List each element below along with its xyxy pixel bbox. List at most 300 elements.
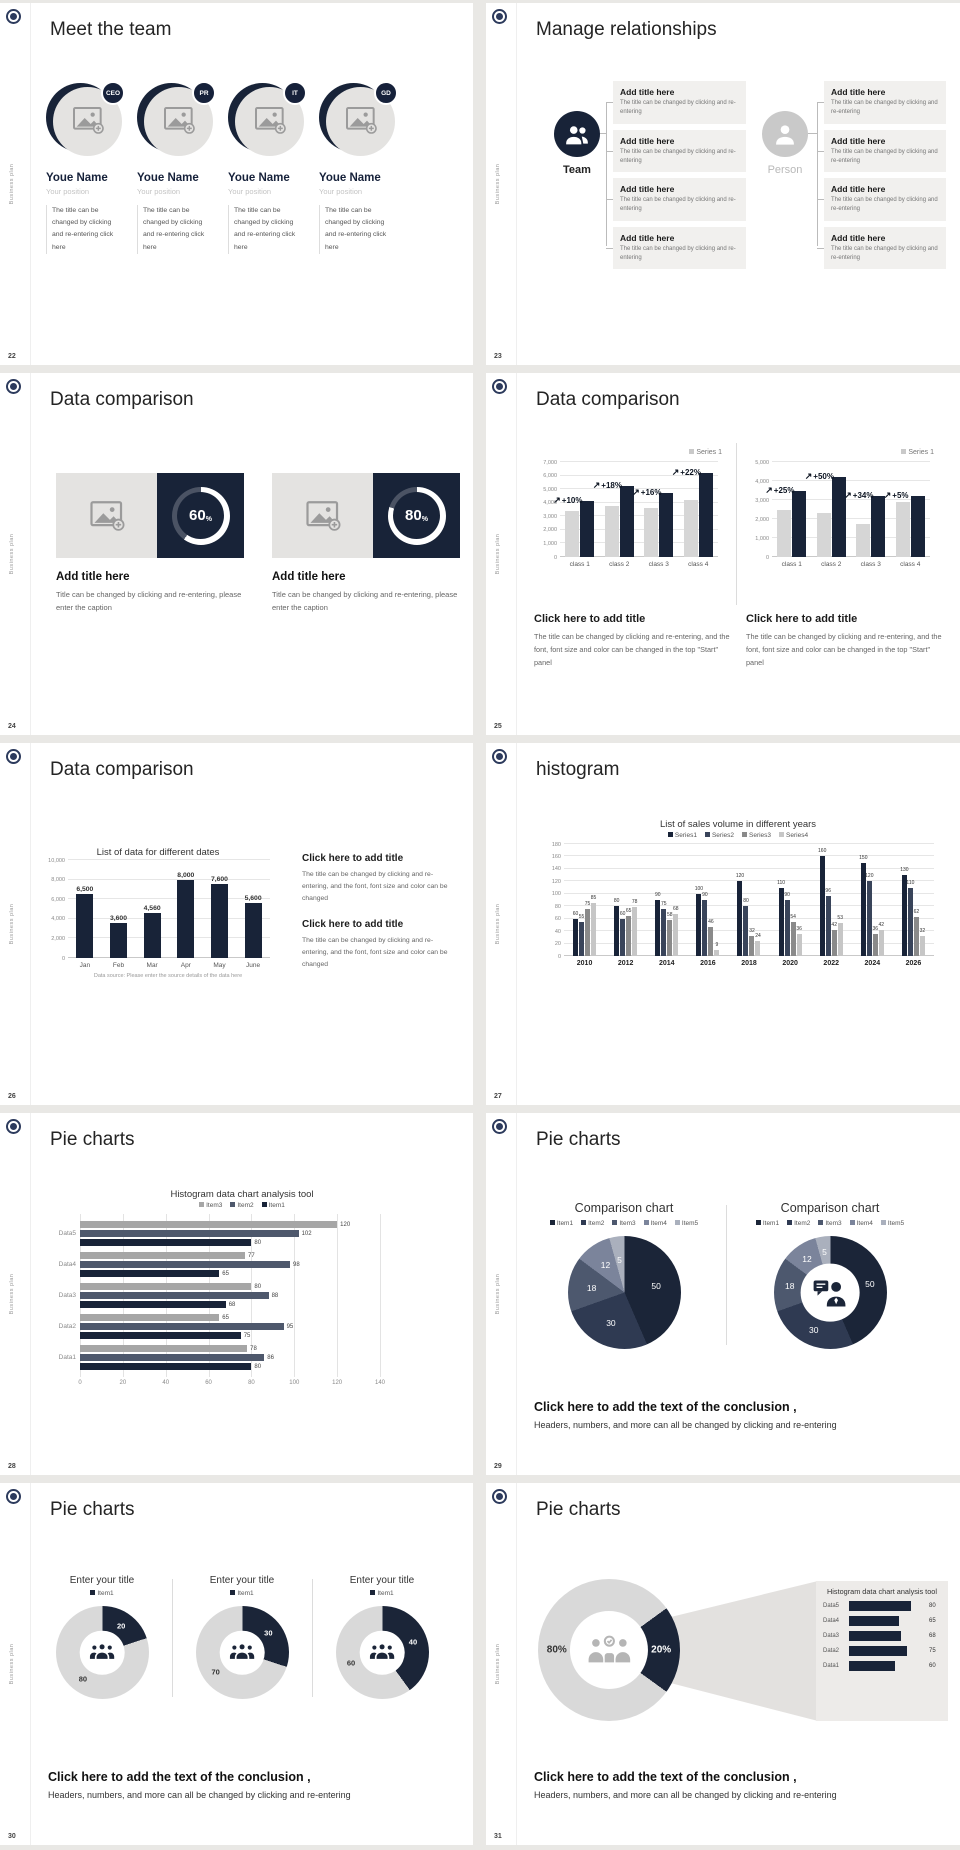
donut-hole bbox=[80, 1630, 125, 1675]
slice-label: 60 bbox=[346, 1658, 356, 1668]
slice-label: 80% bbox=[546, 1644, 567, 1656]
info-box-title: Add title here bbox=[831, 184, 886, 195]
logo-icon bbox=[492, 379, 507, 394]
slide-sidebar bbox=[0, 3, 31, 365]
page-number: 27 bbox=[494, 1093, 502, 1100]
member-position: Your position bbox=[46, 187, 90, 196]
pie-chart bbox=[568, 1236, 681, 1349]
bar bbox=[849, 1646, 907, 1656]
trend-arrow-icon: ↗ bbox=[671, 466, 680, 477]
chart-title: Histogram data chart analysis tool bbox=[170, 1189, 314, 1200]
info-box-text: The title can be changed by clicking and re-entering bbox=[620, 100, 736, 116]
member-name: Youe Name bbox=[228, 172, 290, 184]
chart-title: Comparison chart bbox=[780, 1201, 880, 1215]
role-badge: IT bbox=[283, 81, 307, 105]
pie-chart bbox=[336, 1606, 429, 1699]
donut-chart-comparison bbox=[734, 1201, 926, 1349]
bar: 46 bbox=[708, 927, 713, 956]
logo-icon bbox=[6, 379, 21, 394]
bar bbox=[80, 1283, 251, 1291]
bar bbox=[817, 513, 831, 557]
bar: 60 bbox=[573, 919, 578, 956]
sidebar-vertical-label: Business plan bbox=[9, 533, 15, 575]
sidebar-vertical-label: Business plan bbox=[495, 533, 501, 575]
legend-item: Item5 bbox=[881, 1220, 904, 1227]
slice-label: 20% bbox=[651, 1644, 672, 1656]
bar: 53 bbox=[838, 923, 843, 956]
pie-chart bbox=[196, 1606, 289, 1699]
bar: 90 bbox=[785, 900, 790, 956]
slide-29-pie-charts[interactable] bbox=[486, 1113, 960, 1475]
pie-chart bbox=[56, 1606, 149, 1699]
bar: 36 bbox=[797, 934, 802, 956]
chart-title: Histogram data chart analysis tool bbox=[827, 1587, 937, 1596]
bar bbox=[644, 508, 658, 557]
slide-sidebar bbox=[0, 1113, 31, 1475]
bar: 55 bbox=[579, 922, 584, 956]
bar: 60 bbox=[620, 919, 625, 956]
info-box-title: Add title here bbox=[831, 232, 886, 243]
bar bbox=[80, 1301, 226, 1309]
text-block bbox=[302, 853, 457, 906]
bar: 85 bbox=[591, 903, 596, 956]
bar: 110 bbox=[908, 888, 913, 956]
conclusion-title: Click here to add the text of the conclusion , bbox=[534, 1770, 797, 1784]
chart-title: List of data for different dates bbox=[96, 847, 220, 858]
progress-ring bbox=[172, 487, 230, 545]
slide-27-histogram[interactable] bbox=[486, 743, 960, 1105]
text-block-title: Click here to add title bbox=[302, 853, 404, 864]
info-box-title: Add title here bbox=[831, 135, 886, 146]
text-block-body: The title can be changed by clicking and re-entering, and the font, font size and color can be changed in the top "Start" panel bbox=[534, 632, 730, 668]
slide-31-donut-with-panel[interactable] bbox=[486, 1483, 960, 1845]
bar: 36 bbox=[873, 934, 878, 956]
legend-item: Item2 bbox=[581, 1220, 604, 1227]
pie-chart bbox=[774, 1236, 887, 1349]
bar: 58 bbox=[667, 920, 672, 956]
text-block-title: Click here to add title bbox=[302, 919, 404, 930]
growth-annotation: ↗ +18% bbox=[592, 479, 622, 490]
donut-chart-80-20 bbox=[534, 1575, 684, 1721]
member-name: Youe Name bbox=[137, 172, 199, 184]
donut-hole bbox=[801, 1263, 860, 1322]
slide-sidebar bbox=[486, 1113, 517, 1475]
slide-sidebar bbox=[486, 1483, 517, 1845]
conclusion-text: Headers, numbers, and more can all be changed by clicking and re-entering bbox=[48, 1790, 351, 1800]
slide-title: Meet the team bbox=[50, 19, 172, 40]
bar: 110 bbox=[779, 888, 784, 956]
legend-item: Item1 bbox=[230, 1590, 253, 1597]
bar bbox=[911, 496, 925, 557]
text-block bbox=[746, 613, 944, 669]
bar: 54 bbox=[791, 922, 796, 956]
slide-25-data-comparison-charts[interactable] bbox=[486, 373, 960, 735]
bar: 8,000 bbox=[177, 880, 194, 958]
conclusion-block bbox=[48, 1770, 457, 1800]
legend-item: Item1 bbox=[370, 1590, 393, 1597]
image-placeholder-icon bbox=[345, 106, 377, 134]
bar bbox=[80, 1292, 269, 1300]
bar bbox=[699, 473, 713, 557]
page-number: 30 bbox=[8, 1833, 16, 1840]
bar: 42 bbox=[832, 930, 837, 956]
page-number: 24 bbox=[8, 723, 16, 730]
pie-chart-comparison bbox=[528, 1201, 720, 1349]
trend-arrow-icon: ↗ bbox=[592, 479, 601, 490]
connector-line bbox=[606, 102, 607, 246]
percent-sign: % bbox=[421, 515, 428, 523]
sidebar-vertical-label: Business plan bbox=[495, 163, 501, 205]
chart-legend bbox=[90, 1590, 113, 1597]
divider-line bbox=[726, 1205, 727, 1345]
bar: 80 bbox=[743, 906, 748, 956]
legend-item: Item3 bbox=[818, 1220, 841, 1227]
progress-value: 80 bbox=[405, 507, 422, 524]
member-position: Your position bbox=[319, 187, 363, 196]
chart-title: List of sales volume in different years bbox=[659, 819, 817, 830]
growth-annotation: ↗ +5% bbox=[883, 490, 909, 501]
bar: 100 bbox=[696, 894, 701, 956]
info-box bbox=[824, 130, 946, 173]
bar bbox=[849, 1601, 911, 1611]
slide-title: Manage relationships bbox=[536, 19, 717, 40]
person-label: Person bbox=[767, 164, 803, 176]
slice-label: 5 bbox=[822, 1247, 827, 1258]
pie-chart bbox=[538, 1579, 680, 1721]
bar: 78 bbox=[632, 907, 637, 956]
slice-label: 18 bbox=[785, 1281, 795, 1292]
conclusion-block bbox=[534, 1400, 944, 1430]
image-placeholder-icon bbox=[163, 106, 195, 134]
slice-label: 12 bbox=[600, 1260, 611, 1271]
percent-sign: % bbox=[205, 515, 212, 523]
bar: 120 bbox=[867, 881, 872, 956]
sidebar-vertical-label: Business plan bbox=[9, 1643, 15, 1685]
bar: 9 bbox=[714, 950, 719, 956]
logo-icon bbox=[6, 1119, 21, 1134]
slice-label: 80 bbox=[78, 1674, 88, 1684]
logo-icon bbox=[6, 1489, 21, 1504]
progress-card bbox=[272, 473, 460, 558]
bar bbox=[80, 1314, 219, 1322]
card-title: Add title here bbox=[272, 571, 346, 583]
info-box bbox=[824, 81, 946, 124]
growth-annotation: ↗ +34% bbox=[844, 490, 874, 501]
slide-sidebar bbox=[0, 373, 31, 735]
sidebar-vertical-label: Business plan bbox=[495, 1273, 501, 1315]
slice-label: 12 bbox=[802, 1253, 812, 1264]
bar: 130 bbox=[902, 875, 907, 956]
legend-item: Item4 bbox=[644, 1220, 667, 1227]
conclusion-text: Headers, numbers, and more can all be changed by clicking and re-entering bbox=[534, 1420, 837, 1430]
bar: 4,560 bbox=[144, 913, 161, 958]
page-number: 25 bbox=[494, 723, 502, 730]
page-number: 31 bbox=[494, 1833, 502, 1840]
member-blurb: The title can be changed by clicking and re-entering click here bbox=[228, 205, 302, 254]
text-block-body: The title can be changed by clicking and re-entering, and the font, font size and color can be changed in the top "Start" panel bbox=[746, 632, 942, 668]
chart-legend bbox=[534, 449, 722, 456]
avatar bbox=[319, 83, 399, 159]
slide-title: Pie charts bbox=[50, 1499, 135, 1520]
text-block bbox=[302, 919, 457, 972]
info-box-title: Add title here bbox=[831, 87, 886, 97]
bar bbox=[80, 1221, 337, 1229]
bar: 6,500 bbox=[76, 894, 93, 958]
logo-icon bbox=[492, 749, 507, 764]
slide-26-data-comparison-chart[interactable] bbox=[0, 743, 473, 1105]
legend-item: Item1 bbox=[262, 1202, 285, 1209]
slide-sidebar bbox=[486, 743, 517, 1105]
slice-label: 50 bbox=[865, 1279, 875, 1290]
bar bbox=[659, 493, 673, 557]
role-badge: CEO bbox=[101, 81, 125, 105]
chart-legend bbox=[230, 1590, 253, 1597]
bar: 160 bbox=[820, 856, 825, 956]
text-block-body: The title can be changed by clicking and re-entering, and the font, font size and color can be changed bbox=[302, 937, 448, 969]
page-number: 26 bbox=[8, 1093, 16, 1100]
bar bbox=[80, 1345, 247, 1353]
bar: 80 bbox=[614, 906, 619, 956]
info-box bbox=[613, 227, 746, 270]
info-box-column bbox=[613, 81, 746, 275]
logo-icon bbox=[492, 1119, 507, 1134]
member-name: Youe Name bbox=[319, 172, 381, 184]
conclusion-title: Click here to add the text of the conclusion , bbox=[534, 1400, 797, 1414]
bar bbox=[80, 1363, 251, 1371]
progress-box bbox=[373, 473, 460, 558]
page-number: 29 bbox=[494, 1463, 502, 1470]
slide-22-meet-the-team[interactable] bbox=[0, 3, 473, 365]
info-box bbox=[613, 81, 746, 124]
bar bbox=[580, 501, 594, 557]
image-placeholder-icon bbox=[89, 500, 125, 531]
mini-bar-chart: Histogram data chart analysis tool Data5 80 Data4 65 Data3 68 Data2 75 Data1 60 bbox=[823, 1587, 941, 1671]
team-member-card bbox=[46, 83, 131, 254]
slide-title: Pie charts bbox=[536, 1129, 621, 1150]
sidebar-vertical-label: Business plan bbox=[495, 1643, 501, 1685]
image-placeholder-icon bbox=[254, 106, 286, 134]
slide-title: histogram bbox=[536, 759, 620, 780]
bar bbox=[832, 477, 846, 557]
legend-item: Item1 bbox=[550, 1220, 573, 1227]
member-blurb: The title can be changed by clicking and re-entering click here bbox=[137, 205, 211, 254]
legend-item: Series2 bbox=[705, 832, 734, 839]
slide-23-manage-relationships[interactable] bbox=[486, 3, 960, 365]
person-node bbox=[762, 111, 808, 176]
bar bbox=[565, 511, 579, 557]
progress-box bbox=[157, 473, 244, 558]
team-label: Team bbox=[563, 164, 591, 176]
bar: 3,600 bbox=[110, 923, 127, 958]
bar bbox=[684, 500, 698, 557]
member-position: Your position bbox=[137, 187, 181, 196]
chart-title: Enter your title bbox=[69, 1575, 135, 1586]
info-box-text: The title can be changed by clicking and re-entering bbox=[620, 197, 736, 213]
bar: 96 bbox=[826, 896, 831, 956]
bar bbox=[80, 1252, 245, 1260]
donut-hole bbox=[220, 1630, 265, 1675]
card-caption bbox=[56, 571, 244, 615]
growth-annotation: ↗ +16% bbox=[632, 486, 662, 497]
sidebar-vertical-label: Business plan bbox=[495, 903, 501, 945]
team-member-card bbox=[137, 83, 222, 254]
bar: 42 bbox=[879, 930, 884, 956]
growth-annotation: ↗ +22% bbox=[671, 466, 701, 477]
bar bbox=[80, 1323, 284, 1331]
info-box bbox=[824, 227, 946, 270]
slide-28-hbar-chart[interactable] bbox=[0, 1113, 473, 1475]
slide-title: Data comparison bbox=[50, 759, 194, 780]
legend-item: Item5 bbox=[675, 1220, 698, 1227]
bar bbox=[80, 1230, 299, 1238]
bar: 150 bbox=[861, 863, 866, 956]
info-box-text: The title can be changed by clicking and re-entering bbox=[831, 100, 938, 116]
slide-sidebar bbox=[0, 1483, 31, 1845]
image-placeholder-box bbox=[272, 473, 373, 558]
member-blurb: The title can be changed by clicking and re-entering click here bbox=[319, 205, 393, 254]
bar: 75 bbox=[585, 909, 590, 956]
logo-icon bbox=[492, 9, 507, 24]
text-block-title: Click here to add title bbox=[534, 613, 646, 625]
sidebar-vertical-label: Business plan bbox=[9, 163, 15, 205]
conclusion-text: Headers, numbers, and more can all be changed by clicking and re-entering bbox=[534, 1790, 837, 1800]
bar bbox=[849, 1616, 899, 1626]
conclusion-block bbox=[534, 1770, 944, 1800]
card-text: Title can be changed by clicking and re-entering, please enter the caption bbox=[56, 590, 242, 612]
team-icon bbox=[564, 121, 590, 147]
image-placeholder-icon bbox=[72, 106, 104, 134]
horizontal-bar-chart: Histogram data chart analysis tool Item3 Item2 Item1 Data5 120 102 80 Data4 77 98 65 Data3 80 88 68 Data2 65 95 75 Data1 78 86 80 0 20 40 60 80 100 120 140 bbox=[46, 1189, 438, 1390]
chart-footnote: Data source: Please enter the source details of the data here bbox=[93, 973, 243, 979]
bar-chart-right: Series 1 0 1,000 2,000 3,000 4,000 5,000 ↗ +25% ↗ +50% ↗ +34% ↗ +5% class 1 class 2 class 3 class 4 bbox=[746, 447, 934, 568]
bar: 90 bbox=[655, 900, 660, 956]
progress-value: 60 bbox=[189, 507, 206, 524]
text-block-title: Click here to add title bbox=[746, 613, 858, 625]
slice-label: 30 bbox=[264, 1628, 273, 1638]
bar bbox=[605, 506, 619, 557]
bar bbox=[896, 502, 910, 557]
legend-item: Item3 bbox=[199, 1202, 222, 1209]
role-badge: GD bbox=[374, 81, 398, 105]
bar: 62 bbox=[914, 917, 919, 956]
divider-line bbox=[736, 443, 737, 605]
slide-title: Data comparison bbox=[50, 389, 194, 410]
bar: 75 bbox=[661, 909, 666, 956]
info-box bbox=[824, 178, 946, 221]
legend-item: Item4 bbox=[850, 1220, 873, 1227]
info-box-text: The title can be changed by clicking and re-entering bbox=[831, 148, 938, 164]
slide-title: Data comparison bbox=[536, 389, 680, 410]
text-block-body: The title can be changed by clicking and re-entering, and the font, font size and color can be changed bbox=[302, 871, 448, 903]
bar bbox=[871, 496, 885, 557]
slide-sidebar bbox=[0, 743, 31, 1105]
legend-item: Item1 bbox=[756, 1220, 779, 1227]
card-caption bbox=[272, 571, 460, 615]
team-member-card bbox=[319, 83, 404, 254]
slide-30-donut-charts[interactable] bbox=[0, 1483, 473, 1845]
legend-item: Item2 bbox=[230, 1202, 253, 1209]
bar bbox=[80, 1354, 264, 1362]
bar bbox=[856, 524, 870, 557]
avatar bbox=[228, 83, 308, 159]
legend-item: Series 1 bbox=[689, 449, 722, 456]
bar bbox=[777, 510, 791, 558]
member-name: Youe Name bbox=[46, 172, 108, 184]
slide-24-data-comparison-cards[interactable] bbox=[0, 373, 473, 735]
connector-line bbox=[808, 133, 817, 134]
conclusion-title: Click here to add the text of the conclusion , bbox=[48, 1770, 311, 1784]
slice-label: 40 bbox=[408, 1637, 418, 1647]
slide-sidebar bbox=[486, 373, 517, 735]
chart-title: Enter your title bbox=[349, 1575, 415, 1586]
chart-legend bbox=[756, 1220, 904, 1227]
chart-title: Comparison chart bbox=[574, 1201, 674, 1215]
slice-label: 70 bbox=[211, 1667, 220, 1677]
progress-card bbox=[56, 473, 244, 558]
trend-arrow-icon: ↗ bbox=[765, 484, 773, 495]
bar bbox=[80, 1270, 219, 1278]
bar bbox=[80, 1332, 241, 1340]
page-number: 22 bbox=[8, 353, 16, 360]
chart-legend bbox=[46, 1202, 438, 1209]
chart-legend bbox=[538, 832, 938, 839]
donut-chart-20 bbox=[36, 1575, 168, 1699]
card-title: Add title here bbox=[56, 571, 130, 583]
legend-item: Series 1 bbox=[901, 449, 934, 456]
donut-chart-40 bbox=[316, 1575, 448, 1699]
page-number: 23 bbox=[494, 353, 502, 360]
info-box-title: Add title here bbox=[620, 184, 675, 195]
bar: 90 bbox=[702, 900, 707, 956]
trend-arrow-icon: ↗ bbox=[883, 490, 892, 501]
slice-label: 30 bbox=[809, 1324, 819, 1335]
trend-arrow-icon: ↗ bbox=[844, 490, 852, 501]
info-box-column bbox=[824, 81, 946, 275]
chart-legend bbox=[550, 1220, 698, 1227]
bar: 68 bbox=[673, 914, 678, 956]
image-placeholder-icon bbox=[305, 500, 341, 531]
page-number: 28 bbox=[8, 1463, 16, 1470]
bar: 65 bbox=[626, 916, 631, 956]
slide-title: Pie charts bbox=[536, 1499, 621, 1520]
logo-icon bbox=[6, 749, 21, 764]
donut-chart-30 bbox=[176, 1575, 308, 1699]
info-box-title: Add title here bbox=[620, 87, 675, 97]
info-box-title: Add title here bbox=[620, 135, 675, 146]
divider-line bbox=[172, 1579, 173, 1697]
legend-item: Item2 bbox=[787, 1220, 810, 1227]
slice-label: 5 bbox=[617, 1255, 622, 1266]
trend-arrow-icon: ↗ bbox=[553, 495, 561, 506]
info-box bbox=[613, 178, 746, 221]
sidebar-vertical-label: Business plan bbox=[9, 1273, 15, 1315]
bar: 32 bbox=[749, 936, 754, 956]
slide-title: Pie charts bbox=[50, 1129, 135, 1150]
team-members-row bbox=[46, 83, 404, 254]
logo-icon bbox=[492, 1489, 507, 1504]
avatar bbox=[137, 83, 217, 159]
bar bbox=[849, 1631, 901, 1641]
bar: 7,600 bbox=[211, 884, 228, 958]
trend-arrow-icon: ↗ bbox=[804, 471, 813, 482]
legend-item: Series4 bbox=[779, 832, 808, 839]
bar bbox=[792, 491, 806, 558]
text-block bbox=[534, 613, 732, 669]
bar bbox=[80, 1261, 290, 1269]
progress-ring bbox=[388, 487, 446, 545]
bar bbox=[80, 1239, 251, 1247]
role-badge: PR bbox=[192, 81, 216, 105]
